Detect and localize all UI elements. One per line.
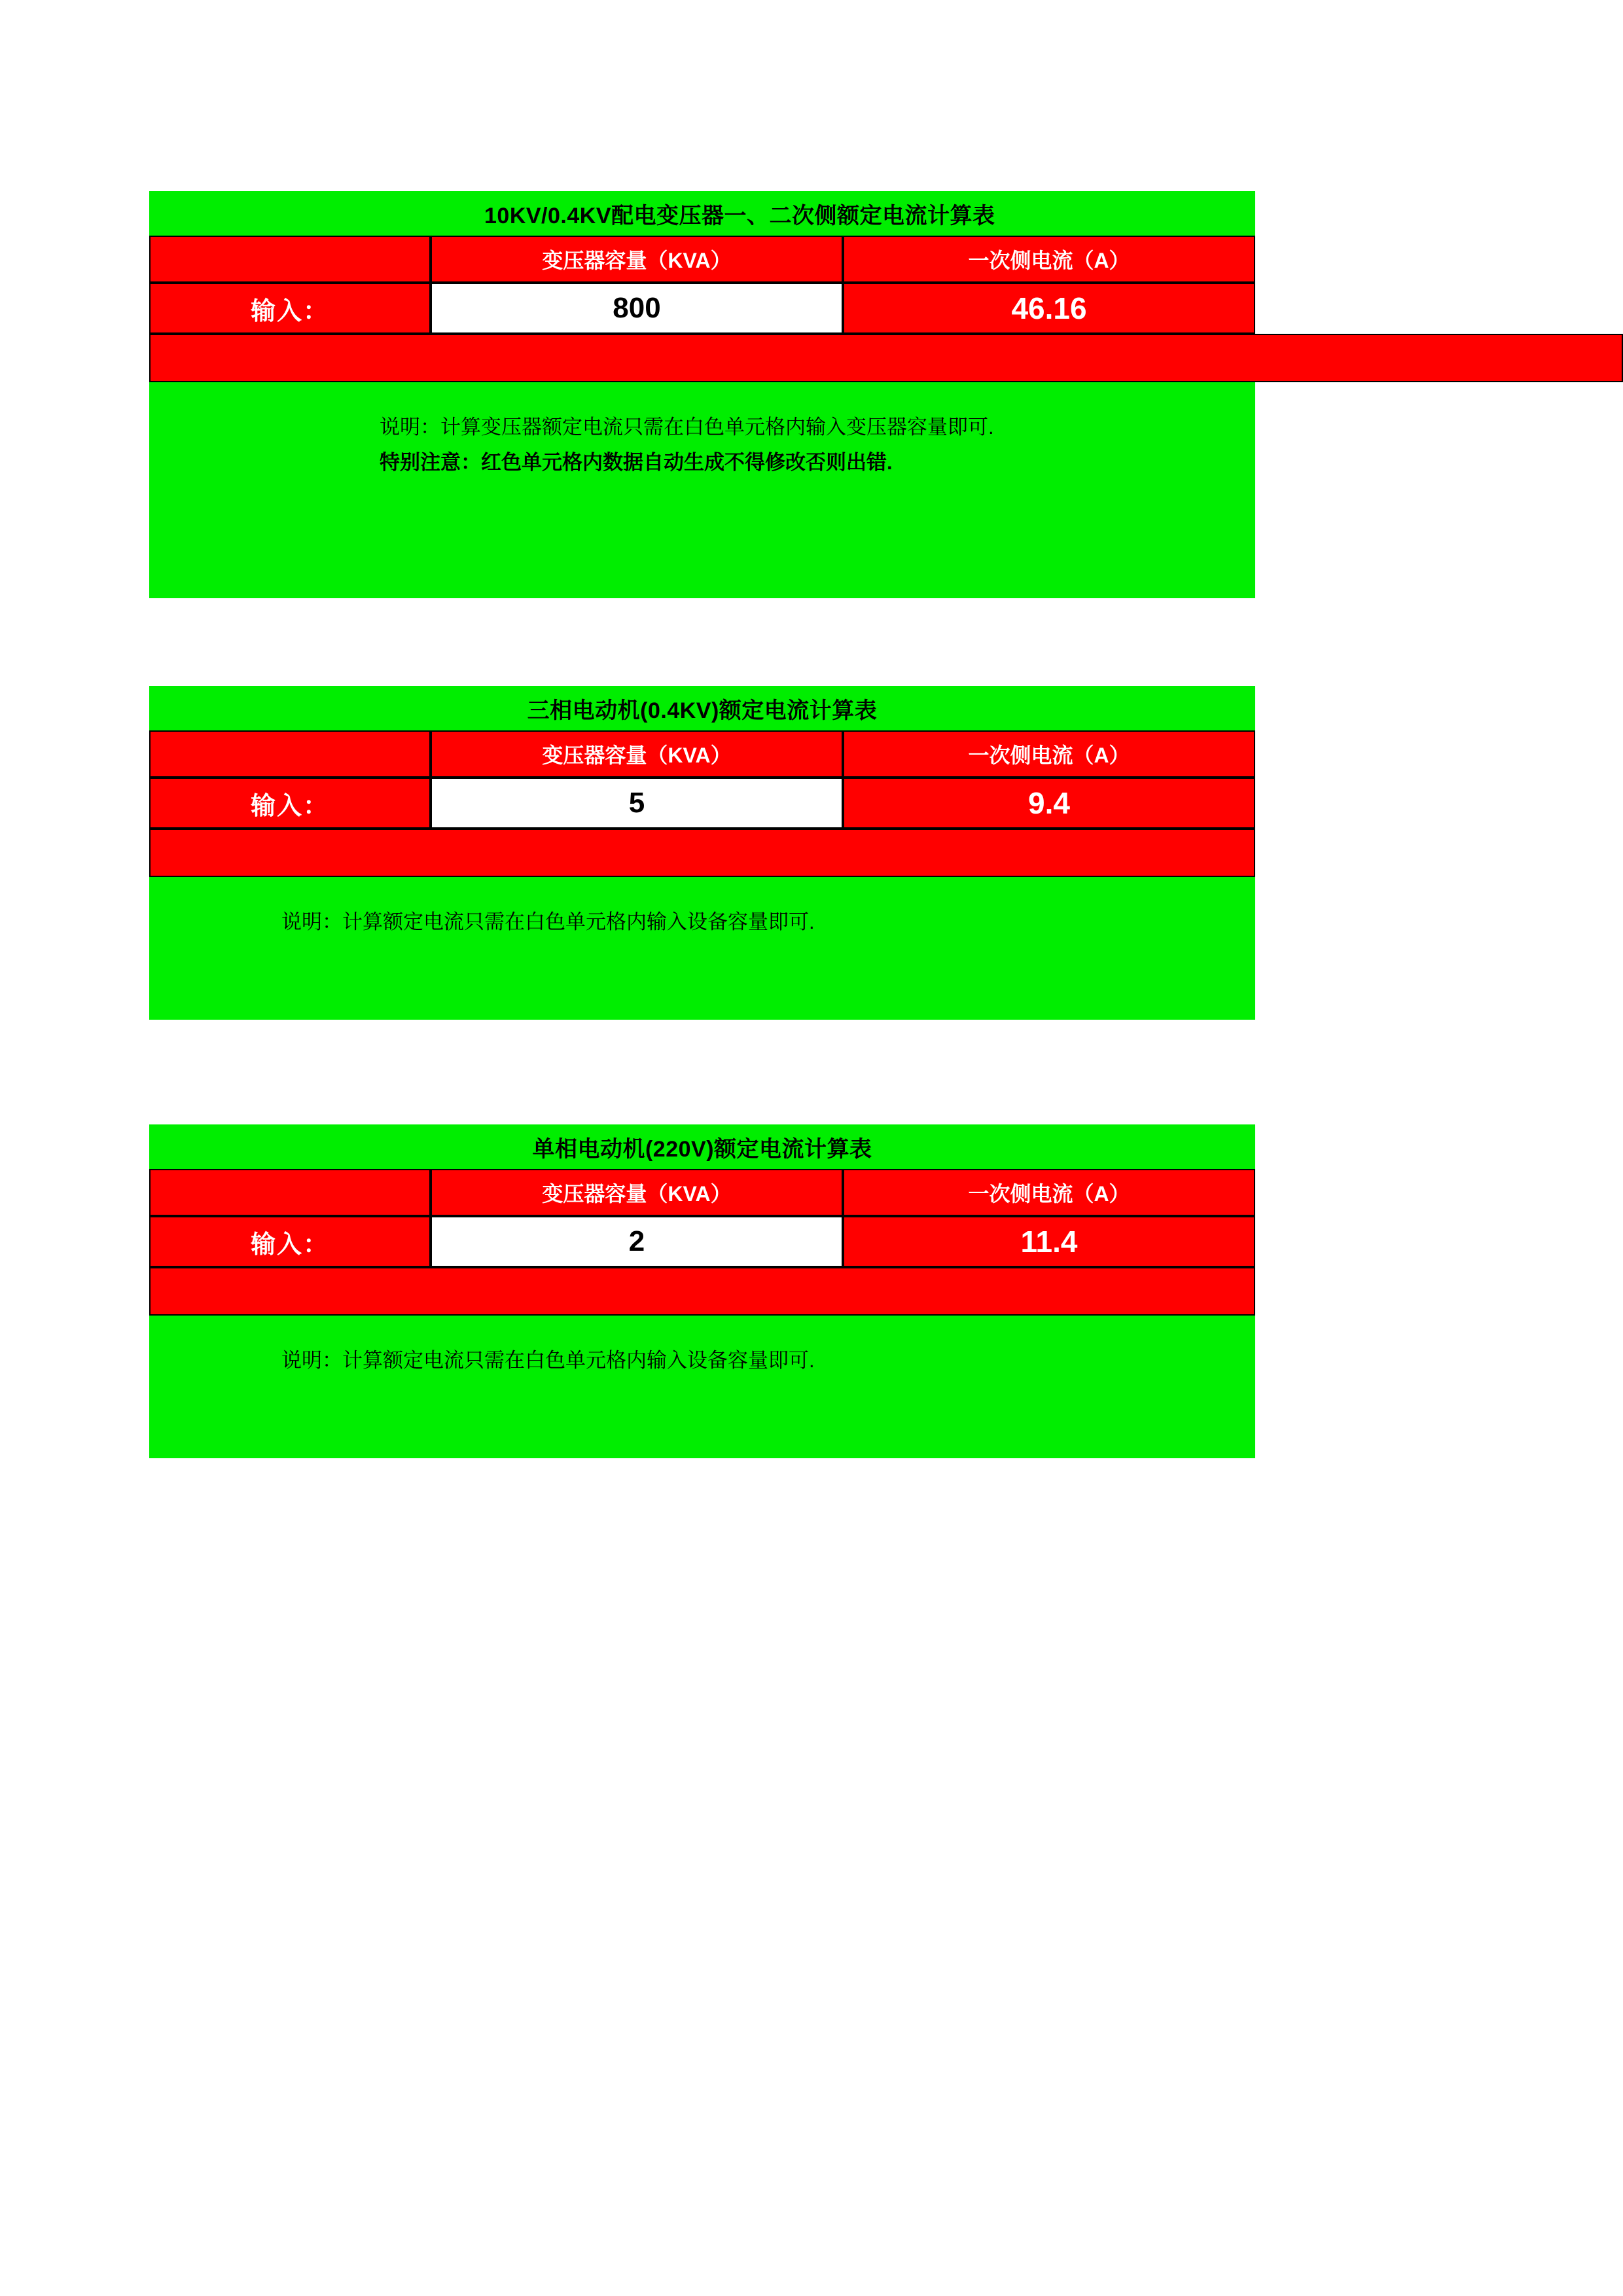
transformer-calc-block bbox=[149, 191, 1255, 598]
single-phase-motor-calc-block bbox=[149, 1124, 1255, 1458]
single-phase-motor-current-result: 11.4 bbox=[843, 1216, 1255, 1267]
three-phase-motor-filler-row bbox=[149, 829, 1255, 877]
three-phase-motor-calc-block bbox=[149, 686, 1255, 1020]
transformer-note-1: 说明：计算变压器额定电流只需在白色单元格内输入变压器容量即可. bbox=[380, 416, 994, 439]
three-phase-motor-current-result: 9.4 bbox=[843, 778, 1255, 829]
single-phase-motor-input-label: 输入： bbox=[149, 1216, 431, 1267]
single-phase-motor-note-1: 说明：计算额定电流只需在白色单元格内输入设备容量即可. bbox=[281, 1349, 815, 1372]
three-phase-motor-input-label: 输入： bbox=[149, 778, 431, 829]
transformer-current-result: 46.16 bbox=[843, 283, 1255, 334]
three-phase-motor-header-current: 一次侧电流（A） bbox=[843, 730, 1255, 778]
transformer-capacity-input[interactable]: 800 bbox=[431, 283, 843, 334]
three-phase-motor-input-row bbox=[149, 778, 1255, 829]
transformer-header-current: 一次侧电流（A） bbox=[843, 236, 1255, 283]
single-phase-motor-capacity-input[interactable]: 2 bbox=[431, 1216, 843, 1267]
three-phase-motor-header-capacity: 变压器容量（KVA） bbox=[431, 730, 843, 778]
single-phase-motor-header-capacity: 变压器容量（KVA） bbox=[431, 1169, 843, 1216]
single-phase-motor-filler-row bbox=[149, 1267, 1255, 1316]
three-phase-motor-header-blank bbox=[149, 730, 431, 778]
three-phase-motor-capacity-input[interactable]: 5 bbox=[431, 778, 843, 829]
three-phase-motor-title-row bbox=[149, 686, 1255, 730]
single-phase-motor-header-blank bbox=[149, 1169, 431, 1216]
transformer-title: 10KV/0.4KV配电变压器一、二次侧额定电流计算表 bbox=[484, 203, 995, 228]
transformer-filler-row bbox=[149, 334, 1623, 382]
three-phase-motor-header-row bbox=[149, 730, 1255, 778]
transformer-note-2: 特别注意：红色单元格内数据自动生成不得修改否则出错. bbox=[380, 451, 893, 475]
transformer-title-row bbox=[149, 191, 1255, 236]
single-phase-motor-notes bbox=[149, 1316, 1255, 1458]
transformer-input-row bbox=[149, 283, 1255, 334]
three-phase-motor-note-1: 说明：计算额定电流只需在白色单元格内输入设备容量即可. bbox=[281, 910, 815, 933]
single-phase-motor-header-row bbox=[149, 1169, 1255, 1216]
transformer-header-blank bbox=[149, 236, 431, 283]
three-phase-motor-title: 三相电动机(0.4KV)额定电流计算表 bbox=[527, 698, 878, 723]
transformer-header-row bbox=[149, 236, 1255, 283]
single-phase-motor-title-row bbox=[149, 1124, 1255, 1169]
transformer-input-label: 输入： bbox=[149, 283, 431, 334]
single-phase-motor-title: 单相电动机(220V)额定电流计算表 bbox=[532, 1136, 872, 1162]
single-phase-motor-header-current: 一次侧电流（A） bbox=[843, 1169, 1255, 1216]
transformer-notes bbox=[149, 382, 1255, 598]
transformer-header-capacity: 变压器容量（KVA） bbox=[431, 236, 843, 283]
single-phase-motor-input-row bbox=[149, 1216, 1255, 1267]
three-phase-motor-notes bbox=[149, 877, 1255, 1020]
